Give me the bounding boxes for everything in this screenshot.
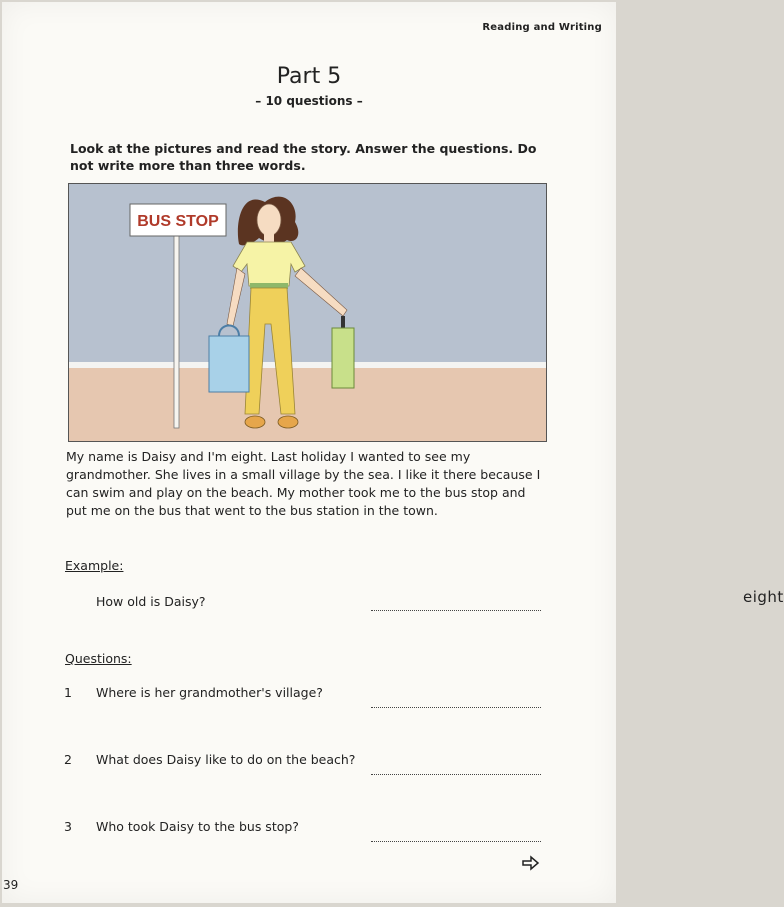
question-text: Who took Daisy to the bus stop? xyxy=(96,819,299,834)
instructions: Look at the pictures and read the story. Answer the questions. Do not write more than three words. xyxy=(70,141,537,173)
bus-stop-scene-illustration xyxy=(69,184,546,441)
answer-line-1[interactable] xyxy=(371,691,541,708)
story-text: My name is Daisy and I'm eight. Last holiday I wanted to see my grandmother. She lives in a small village by the sea. I like it there because I can swim and play on the beach. My mother took me to the bus stop and put me on the bus that went to the bus station in the town. xyxy=(66,449,541,518)
part-subtitle: – 10 questions – xyxy=(255,94,363,108)
question-number: 1 xyxy=(64,685,72,700)
part-title: Part 5 xyxy=(276,64,342,89)
answer-line-3[interactable] xyxy=(371,825,541,842)
question-text: Where is her grandmother's village? xyxy=(96,685,323,700)
answer-line-2[interactable] xyxy=(371,758,541,775)
example-answer-line xyxy=(371,588,784,611)
story-illustration xyxy=(68,183,547,442)
next-page-arrow-icon[interactable] xyxy=(522,855,540,874)
question-text: What does Daisy like to do on the beach? xyxy=(96,752,356,767)
example-answer: eight xyxy=(743,588,784,606)
example-label: Example: xyxy=(65,558,124,573)
question-number: 3 xyxy=(64,819,72,834)
question-number: 2 xyxy=(64,752,72,767)
bus-stop-sign-text: BUS STOP xyxy=(137,213,219,230)
worksheet-page xyxy=(2,2,784,903)
page-number: 39 xyxy=(3,878,19,892)
questions-label: Questions: xyxy=(65,651,132,666)
example-question: How old is Daisy? xyxy=(96,594,206,609)
section-header: Reading and Writing xyxy=(482,22,602,33)
